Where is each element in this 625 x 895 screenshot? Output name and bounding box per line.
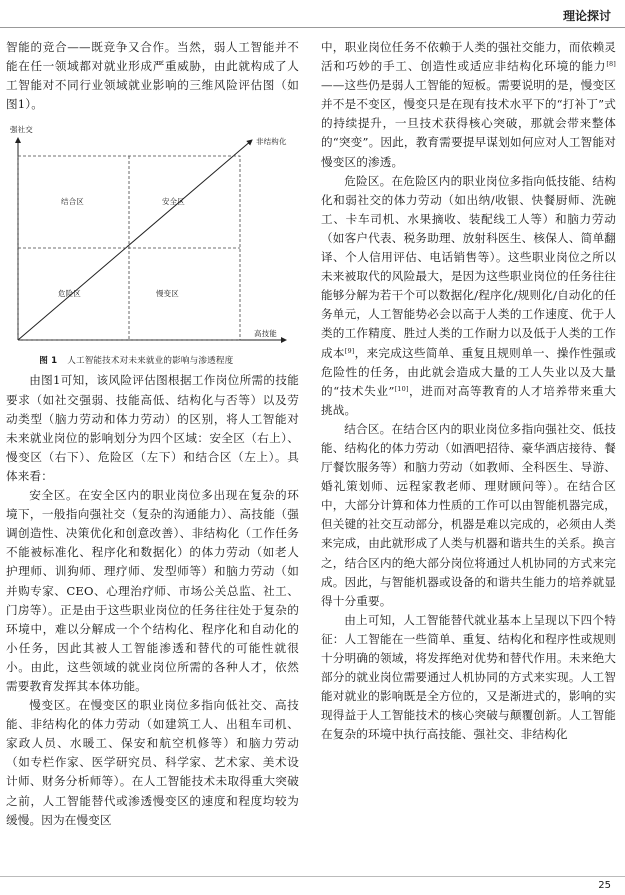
header-rule (0, 27, 625, 28)
x-axis-label: 高技能 (254, 329, 277, 339)
text-run: 危险区。在危险区内的职业岗位多指向低技能、结构化和弱社交的体力劳动（如出纳/收银、快餐厨师、洗碗工、卡车司机、水果摘收、装配线工人等）和脑力劳动（如客户代表、税务助理、放射科医生、核保人、简单翻译、个人信用评估、电话销售等）。这些职业岗位之所以未来被取代的风险最大，是因为这些职业岗位的任务往往能够分解为若干个可以数据化/程序化/规则化/自动化的任务单元，人工智能势必会以高于人类的工作速度、优于人类的工作精度、胜过人类的工作耐力以及低于人类的工作成本 (321, 173, 616, 360)
citation-9[interactable]: [9] (344, 346, 355, 355)
left-paragraph-3: 安全区。在安全区内的职业岗位多出现在复杂的环境下，一般指向强社交（复杂的沟通能力）、高技能（强调创造性、决策优化和创意改善）、非结构化（工作任务不能被标准化、程序化和数据化）的体力劳动（如老人护理师、训狗师、理疗师、发型师等）和脑力劳动（如并购专家、CEO、心理治疗师、市场公关总监、社工、门房等）。正是由于这些职业岗位的任务往往处于复杂的环境中，难以分解成一个个结构化、程序化和自动化的小任务，因此其被人工智能渗透和替代的可能性就很小。由此，这些领域的就业岗位所需的各种人才，依然需要教育发挥其本体功能。 (6, 488, 299, 693)
text-run: ，来完成这些简单、重复且规则单一、操作性强或危险性的任务，由此就会造成大量的工人失业以及大量的“技术失业” (321, 345, 616, 398)
caption-text: 人工智能技术对未来就业的影响与渗透程度 (67, 356, 234, 367)
page-header (0, 0, 625, 30)
diagonal-axis (18, 140, 252, 340)
zone-danger: 危险区 (58, 289, 81, 299)
section-title: 理论探讨 (562, 9, 611, 23)
left-paragraph-1: 智能的竞合——既竞争又合作。当然，弱人工智能并不能在任一领域都对就业形成严重威胁，由此就构成了人工智能对不同行业领域就业影响的三维风险评估图（如图1）。 (6, 40, 299, 112)
right-paragraph-2 (321, 172, 616, 420)
footer-rule (0, 876, 625, 877)
citation-8[interactable]: [8] (606, 60, 616, 69)
text-run: ，进而对高等教育的人才培养带来重大挑战。 (321, 383, 616, 417)
caption-number: 图 1 (39, 356, 58, 367)
y-axis-label: 强社交 (10, 125, 33, 135)
right-paragraph-1 (321, 38, 616, 172)
text-run: 中，职业岗位任务不依赖于人类的强社交能力，而依赖灵活和巧妙的手工、创造性或适应非结构化环境的能力 (321, 40, 616, 74)
right-paragraph-4: 由上可知，人工智能替代就业基本上呈现以下四个特征：人工智能在一些简单、重复、结构化和程序性或规则十分明确的领域，将发挥绝对优势和替代作用。未来绝大部分的就业岗位需要通过人机协同的方式来实现。人工智能对就业的影响既是全方位的，又是渐进式的，影响的实现得益于人工智能技术的核心突破与颠覆创新。人工智能在复杂的环境中执行高技能、强社交、非结构化 (321, 612, 616, 742)
figure-caption (6, 352, 299, 371)
left-column (6, 38, 299, 830)
right-paragraph-3: 结合区。在结合区内的职业岗位多指向强社交、低技能、结构化的体力劳动（如酒吧招待、豪华酒店接待、餐厅餐饮服务等）和脑力劳动（如教师、全科医生、导游、婚礼策划师、远程家教老师、理财顾问等）。在结合区中，大部分计算和体力性质的工作可以由智能机器完成，但关键的社交互动部分，机器是难以完成的，必须由人类来完成，由此就形成了人类与机器和谐共生的关系。换言之，结合区内的绝大部分岗位将通过人机协同的方式来完成。因此，与智能机器或设备的和谐共生能力的培养就显得十分重要。 (321, 421, 616, 608)
zone-safe: 安全区 (162, 197, 185, 207)
risk-matrix-diagram (6, 118, 299, 348)
zone-combination: 结合区 (61, 197, 84, 207)
citation-10[interactable]: [10] (394, 384, 409, 393)
figure-1 (6, 118, 299, 348)
page-number: 25 (598, 880, 611, 891)
diagonal-label: 非结构化 (256, 137, 287, 147)
left-paragraph-2: 由图1可知，该风险评估图根据工作岗位所需的技能要求（如社交强弱、技能高低、结构化与否等）以及劳动类型（脑力劳动和体力劳动）的区别，将人工智能对未来就业岗位的影响划分为四个区域：安全区（右上）、慢变区（右下）、危险区（左下）和结合区（左上）。具体来看： (6, 373, 299, 483)
zone-slow-change: 慢变区 (156, 289, 179, 299)
text-run: ——这些仍是弱人工智能的短板。需要说明的是，慢变区并不是不变区，慢变只是在现有技术水平下的“打补丁”式的持续提升，一旦技术获得核心突破，那就会带来整体的“突变”。因此，教育需要提早谋划如何应对人工智能对慢变区的渗透。 (321, 78, 616, 169)
right-column (321, 38, 616, 744)
left-paragraph-4: 慢变区。在慢变区的职业岗位多指向低社交、高技能、非结构化的体力劳动（如建筑工人、出租车司机、家政人员、水暖工、保安和航空机修等）和脑力劳动（如专栏作家、医学研究员、科学家、艺术家、美术设计师、财务分析师等）。在人工智能技术未取得重大突破之前，人工智能替代或渗透慢变区的速度和程度均较为缓慢。因为在慢变区 (6, 698, 299, 827)
